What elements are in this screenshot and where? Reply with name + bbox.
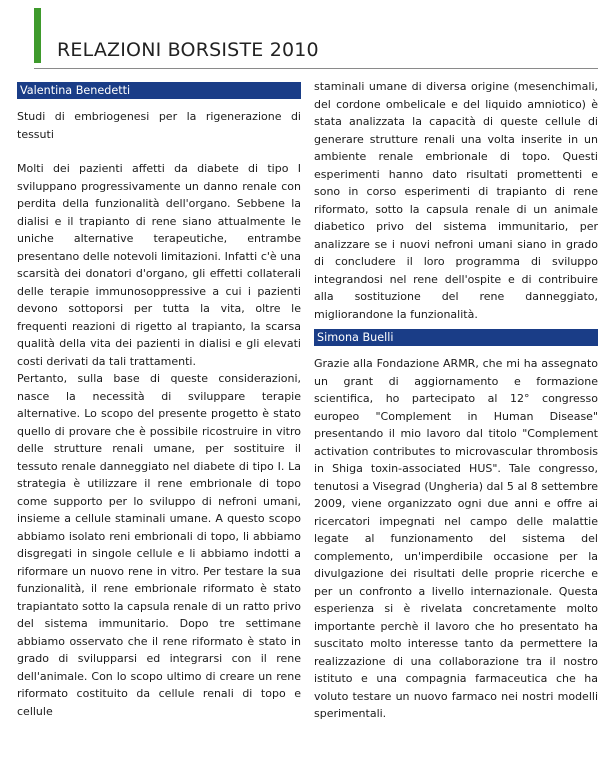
article-subtitle: Studi di embriogenesi per la rigenerazione di tessuti [17,110,301,141]
article-paragraph: Pertanto, sulla base di queste considerazioni, nasce la necessità di sviluppare terapie alternative. Lo scopo del presente progetto è stato quello di provare che è possibile ricostruire in vitro delle strutture renali umane, per sostituire il tessuto renale danneggiato nel diabete di tipo I. La strategia è utilizzare il rene embrionale di topo come supporto per lo sviluppo di nefroni umani, insieme a cellule staminali umane. A questo scopo abbiamo isolato reni embrionali di topo, li abbiamo disgregati in singole cellule e li abbiamo indotti a riformare un nuovo rene in vitro. Per testare la sua funzionalità, il rene embrionale riformato è stato trapiantato sotto la capsula renale di un ratto privo del sistema immunitario. Dopo tre settimane abbiamo osservato che il rene riformato è stato in grado di svilupparsi ed integrarsi con il rene dell'animale. Con lo scopo ultimo di creare un rene riformato costituito da cellule renali di topo e cellule [17,372,301,718]
left-column [17,82,301,720]
section-accent-bar [34,8,41,63]
article-paragraph: Grazie alla Fondazione ARMR, che mi ha assegnato un grant di aggiornamento e formazione scientifica, ho partecipato al 12° congresso europeo "Complement in Human Disease" presentando il mio lavoro dal titolo "Complement activation contributes to microvascular thrombosis in Shiga toxin-associated HUS". Tale congresso, tenutosi a Visegrad (Ungheria) dal 5 al 8 settembre 2009, viene organizzato ogni due anni e offre ai ricercatori impegnati nel campo delle malattie legate al funzionamento del sistema del complemento, un'imperdibile occasione per la divulgazione dei risultati delle proprie ricerche e per un confronto a livello internazionale. Questa esperienza si è rivelata concretamente molto importante perchè il lavoro che ho presentato ha suscitato molto interesse tanto da permettere la realizzazione di una collaborazione tra il nostro istituto e una compagnia farmaceutica che ha voluto testare un nuovo farmaco nei nostri modelli sperimentali. [314,357,598,720]
paragraph-spacer [17,143,301,160]
right-column [314,78,598,723]
article-paragraph: Molti dei pazienti affetti da diabete di tipo I sviluppano progressivamente un danno renale con perdita della funzionalità dell'organo. Sebbene la dialisi e il trapianto di rene siano attualmente le uniche alternative terapeutiche, entrambe presentano delle notevoli limitazioni. Infatti c'è una scarsità dei donatori d'organo, gli effetti collaterali delle terapie immunosoppressive a cui i pazienti devono sottoporsi per tutta la vita, oltre le frequenti reazioni di rigetto al trapianto, la scarsa qualità della vita dei pazienti in dialisi e gli elevati costi derivati da tali trattamenti. [17,162,301,368]
right-article-body-2 [314,355,598,723]
author-heading-buelli: Simona Buelli [314,329,598,346]
article-paragraph: staminali umane di diversa origine (mesenchimali, del cordone ombelicale e del liquido amniotico) è stata analizzata la capacità di queste cellule di generare strutture renali una volta inserite in un ambiente renale embrionale di topo. Questi esperimenti hanno dato risultati promettenti e sono in corso esperimenti di trapianto di rene riformato, sotto la capsula renale di un animale diabetico privo del sistema immunitario, per analizzare se i nuovi nefroni umani siano in grado di concludere il loro programma di sviluppo integrandosi nel rene dell'ospite e di contribuire alla sostituzione del rene danneggiato, migliorandone la funzionalità. [314,80,598,321]
author-heading-benedetti: Valentina Benedetti [17,82,301,99]
title-divider [34,68,598,69]
left-article-body [17,108,301,720]
page-title: RELAZIONI BORSISTE 2010 [57,39,319,61]
right-article-body [314,78,598,323]
